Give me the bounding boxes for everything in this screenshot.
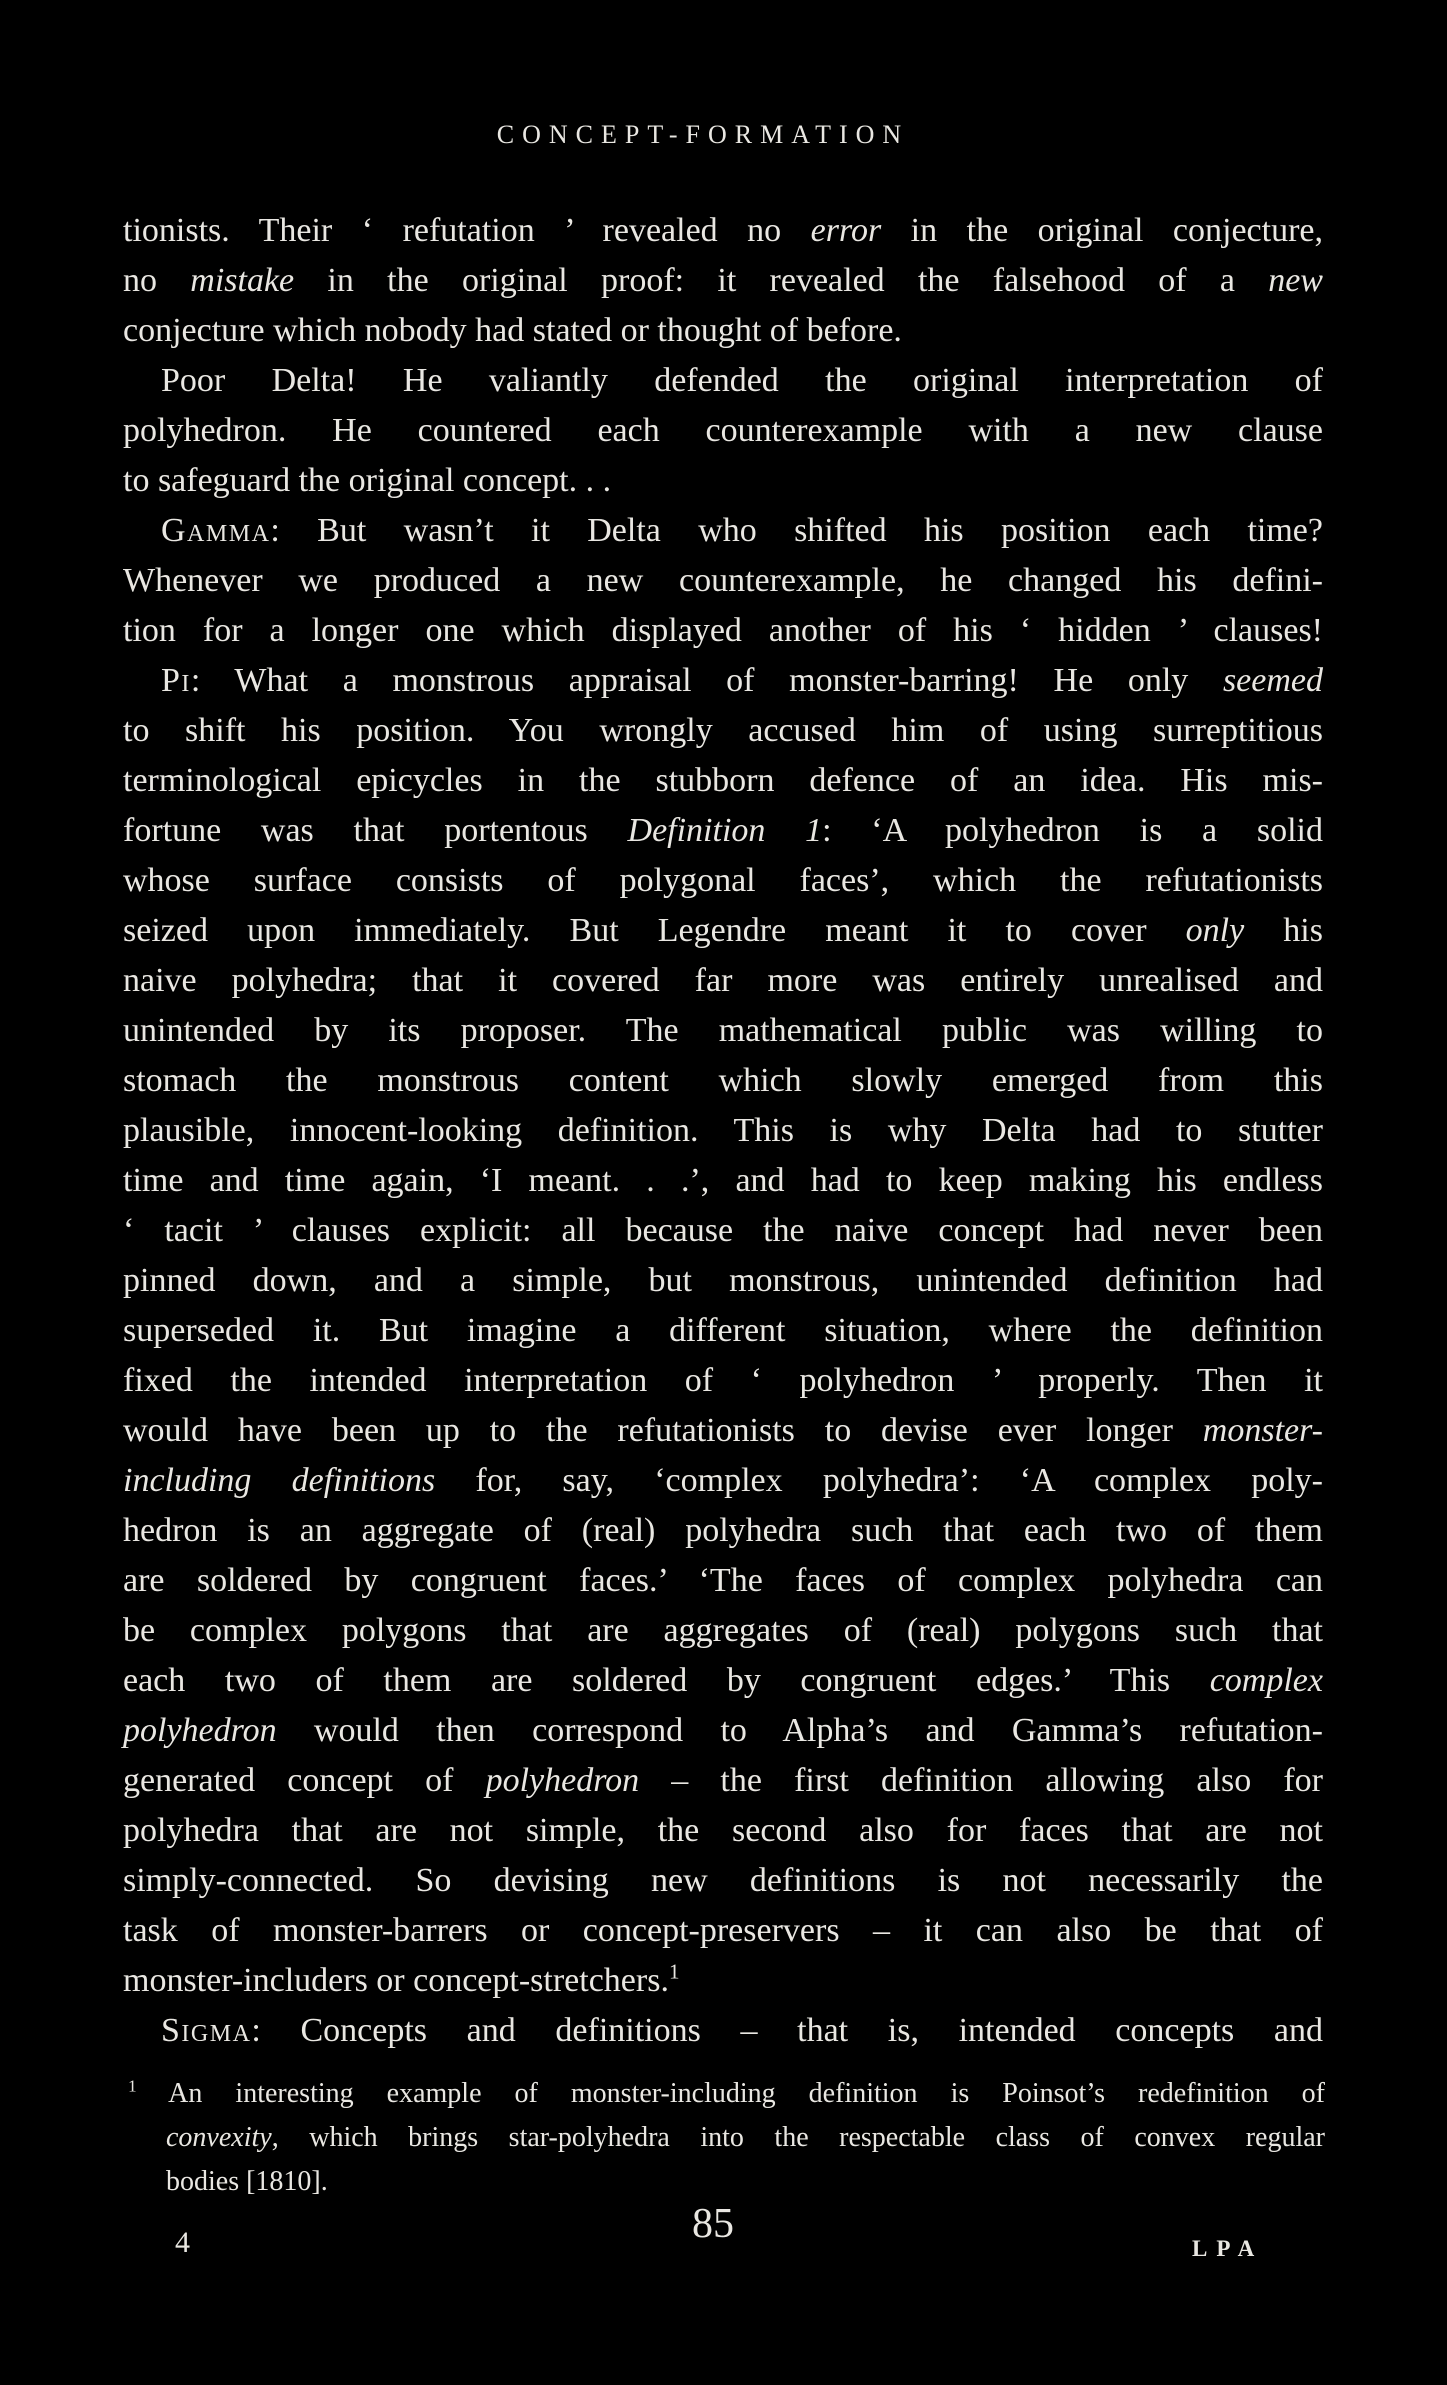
text-line: Sigma: Concepts and definitions – that is, intended concepts and [161,2012,1323,2049]
footnote-marker: 1 [668,1959,680,1984]
text-line: Whenever we produced a new counterexample, he changed his defini- [123,562,1323,599]
text-line: whose surface consists of polygonal faces’, which the refutationists [123,862,1323,899]
page-number: 85 [692,2201,734,2247]
text-line: simply-connected. So devising new definitions is not necessarily the [123,1862,1323,1899]
text-line: be complex polygons that are aggregates of (real) polygons such that [123,1612,1323,1649]
text-line: unintended by its proposer. The mathematical public was willing to [123,1012,1323,1049]
text-line: task of monster-barrers or concept-preservers – it can also be that of [123,1912,1323,1949]
text-line: generated concept of polyhedron – the first definition allowing also for [123,1762,1323,1799]
text-line: terminological epicycles in the stubborn defence of an idea. His mis- [123,762,1323,799]
text-line: Pi: What a monstrous appraisal of monster-barring! He only seemed [161,662,1323,699]
text-line: tionists. Their ‘ refutation ’ revealed no error in the original conjecture, [123,212,1323,249]
text-line: would have been up to the refutationists to devise ever longer monster- [123,1412,1323,1449]
text-line: no mistake in the original proof: it revealed the falsehood of a new [123,262,1323,299]
text-line: hedron is an aggregate of (real) polyhedra such that each two of them [123,1512,1323,1549]
running-head: CONCEPT-FORMATION [496,120,910,149]
signature-number: 4 [175,2226,190,2259]
text-line: each two of them are soldered by congruent edges.’ This complex [123,1662,1323,1699]
text-line: to safeguard the original concept. . . [123,462,612,499]
body-text [123,206,1323,2056]
text-line: polyhedra that are not simple, the second also for faces that are not [123,1812,1323,1849]
footnote-line: convexity, which brings star-polyhedra into the respectable class of convex regular [166,2122,1325,2153]
text-line: ‘ tacit ’ clauses explicit: all because the naive concept had never been [123,1212,1323,1249]
text-line: superseded it. But imagine a different situation, where the definition [123,1312,1323,1349]
text-line: time and time again, ‘I meant. . .’, and had to keep making his endless [123,1162,1323,1199]
text-line: to shift his position. You wrongly accused him of using surreptitious [123,712,1323,749]
footnote-line: bodies [1810]. [166,2166,328,2197]
text-line: seized upon immediately. But Legendre meant it to cover only his [123,912,1323,949]
text-line: including definitions for, say, ‘complex polyhedra’: ‘A complex poly- [123,1462,1324,1499]
text-line: stomach the monstrous content which slowly emerged from this [123,1062,1323,1099]
text-line: monster-includers or concept-stretchers.$^1$ [123,1959,680,1999]
text-line: conjecture which nobody had stated or thought of before. [123,312,902,349]
footnote-line: $^1$ An interesting example of monster-including definition is Poinsot’s redefinition of [128,2076,1325,2109]
footnote-marker: 1 [128,2076,137,2096]
text-line: polyhedron. He countered each counterexample with a new clause [123,412,1323,449]
text-line: polyhedron would then correspond to Alpha’s and Gamma’s refutation- [123,1712,1323,1749]
text-line: pinned down, and a simple, but monstrous, unintended definition had [123,1262,1323,1299]
printer-signature: LPA [1192,2236,1264,2261]
text-line: Poor Delta! He valiantly defended the original interpretation of [161,362,1323,399]
text-line: Gamma: But wasn’t it Delta who shifted his position each time? [161,512,1323,549]
text-line: fortune was that portentous Definition 1: ‘A polyhedron is a solid [123,812,1323,849]
text-line: plausible, innocent-looking definition. This is why Delta had to stutter [123,1112,1323,1149]
footnote [128,2072,1325,2204]
text-line: fixed the intended interpretation of ‘ polyhedron ’ properly. Then it [123,1362,1323,1399]
text-line: are soldered by congruent faces.’ ‘The faces of complex polyhedra can [123,1562,1323,1599]
text-line: naive polyhedra; that it covered far more was entirely unrealised and [123,962,1323,999]
text-line: tion for a longer one which displayed another of his ‘ hidden ’ clauses! [123,612,1323,649]
